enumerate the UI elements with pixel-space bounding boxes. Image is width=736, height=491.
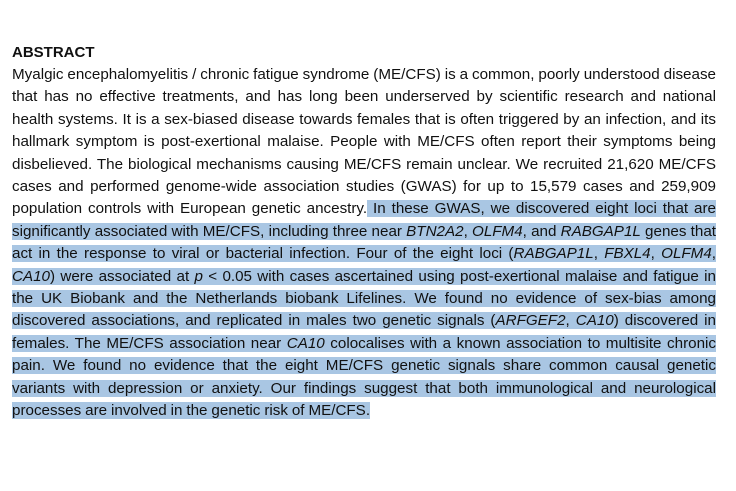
abstract-unhighlighted-text: Myalgic encephalomyelitis / chronic fatigue syndrome (ME/CFS) is a common, poorly understood disease that has no effective treatments, and has long been underserved by scientific research and national health systems. It is a sex-biased disease towards females that is often triggered by an infection, and its hallmark symptom is post-exertional malaise. People with ME/CFS often report their symptoms being disbelieved. The biological mechanisms causing ME/CFS remain unclear. We recruited 21,620 ME/CFS cases and performed genome-wide association studies (GWAS) for up to 15,579 cases and 259,909 population controls with European genetic ancestry. <box>12 66 716 218</box>
text-segment: ) were associated at <box>50 267 195 285</box>
text-segment: genes that act in the response to viral or bacterial infection. Four of the eight loci ( <box>12 222 716 263</box>
text-segment: , <box>463 222 473 240</box>
gene-name: RABGAP1L <box>513 245 594 263</box>
text-segment: , <box>593 245 605 263</box>
text-segment: ) discovered in females. The ME/CFS association near <box>12 312 717 352</box>
gene-name: CA10 <box>286 334 325 352</box>
abstract-paragraph <box>12 64 716 423</box>
text-segment: < 0.05 with cases ascertained using post-exertional malaise and fatigue in the UK Biobank and the Netherlands biobank Lifelines. We found no evidence of sex-bias among discovered associations, and replicated in males two genetic signals ( <box>12 267 717 330</box>
text-segment: , <box>711 245 717 263</box>
document-page <box>12 44 716 423</box>
p-value-symbol: p <box>194 267 203 285</box>
text-segment: In these GWAS, we discovered eight loci that are significantly associated with ME/CFS, including three near <box>12 200 716 240</box>
gene-name: RABGAP1L <box>560 222 641 240</box>
gene-name: OLFM4 <box>661 245 712 263</box>
text-segment: colocalises with a known association to multisite chronic pain. We found no evidence that the eight ME/CFS genetic signals share common causal genetic variants with depression or anxiety. Our findings suggest that both immunological and neurological processes are involved in the genetic risk of ME/CFS. <box>12 334 716 420</box>
gene-name: CA10 <box>575 312 614 330</box>
gene-name: FBXL4 <box>604 245 651 263</box>
text-segment: , <box>650 245 662 263</box>
text-segment: , <box>565 312 576 330</box>
abstract-heading: ABSTRACT <box>12 44 95 61</box>
gene-name: CA10 <box>12 267 50 285</box>
gene-name: ARFGEF2 <box>495 312 566 330</box>
gene-name: OLFM4 <box>472 222 523 240</box>
gene-name: BTN2A2 <box>406 222 464 240</box>
text-segment: , and <box>522 222 561 240</box>
abstract-highlighted-text[interactable] <box>12 200 716 419</box>
